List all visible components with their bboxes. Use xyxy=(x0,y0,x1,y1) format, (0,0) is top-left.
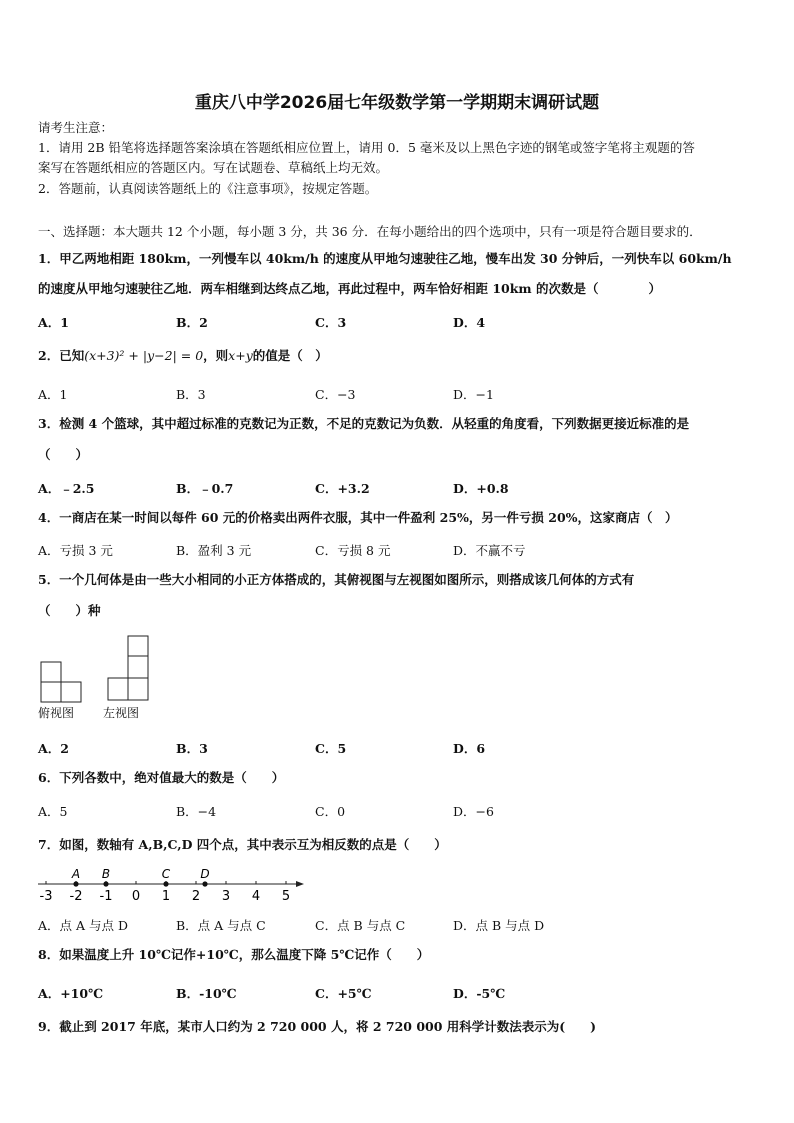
question-7-line-1: 7．如图，数轴有 A,B,C,D 四个点，其中表示互为相反数的点是（ ） xyxy=(38,837,447,852)
question-8-option-d: D．-5℃ xyxy=(453,986,506,1001)
question-3-option-d: D．+0.8 xyxy=(453,481,509,496)
question-3-line-2: （ ） xyxy=(38,447,89,462)
top-view-cell xyxy=(41,662,61,682)
question-3-option-b: B．﹣0.7 xyxy=(176,481,234,496)
question-2-option-a: A．1 xyxy=(38,387,68,402)
question-2-option-d: D．−1 xyxy=(453,387,494,402)
left-view-cell xyxy=(108,678,128,700)
left-view-cell xyxy=(128,636,148,656)
question-2-expression-2: x+y xyxy=(228,348,253,363)
question-7-option-d: D．点 B 与点 D xyxy=(453,918,545,933)
question-6-option-c: C．0 xyxy=(315,804,346,819)
question-3-option-a: A．﹣2.5 xyxy=(38,481,95,496)
question-2-mid: ，则 xyxy=(203,348,229,363)
number-line-tick-label: -1 xyxy=(99,889,113,904)
question-6-option-a: A．5 xyxy=(38,804,68,819)
top-view-figure xyxy=(41,662,81,702)
question-6-option-d: D．−6 xyxy=(453,804,494,819)
question-3-line-1: 3．检测 4 个篮球，其中超过标准的克数记为正数，不足的克数记为负数．从轻重的角度看，下列数据更接近标准的是 xyxy=(38,416,690,431)
number-line-tick-label: -3 xyxy=(39,889,53,904)
question-5-line-2: （ ）种 xyxy=(38,603,101,618)
number-line-tick-label: 4 xyxy=(251,889,261,904)
question-2-option-c: C．−3 xyxy=(315,387,356,402)
question-4-option-b: B．盈利 3 元 xyxy=(176,543,252,558)
question-3-option-c: C．+3.2 xyxy=(315,481,370,496)
question-7-option-b: B．点 A 与点 C xyxy=(176,918,266,933)
number-line-point-b xyxy=(103,881,108,886)
number-line-point-d xyxy=(202,881,207,886)
number-line-point-label: A xyxy=(71,867,81,881)
left-view-cell xyxy=(128,678,148,700)
question-5-option-d: D．6 xyxy=(453,741,486,756)
left-view-label: 左视图 xyxy=(103,706,140,720)
question-4-line-1: 4．一商店在某一时间以每件 60 元的价格卖出两件衣服，其中一件盈利 25%，另一件亏损 20%，这家商店（ ） xyxy=(38,510,678,525)
number-line-point-label: B xyxy=(101,867,111,881)
section-intro: 一、选择题：本大题共 12 个小题，每小题 3 分，共 36 分．在每小题给出的四个选项中，只有一项是符合题目要求的． xyxy=(38,224,702,239)
question-2-stem xyxy=(38,348,328,364)
question-1-option-c: C．3 xyxy=(315,315,347,330)
left-view-figure xyxy=(108,636,148,700)
number-line-point-label: C xyxy=(161,867,171,881)
number-line-point-label: D xyxy=(200,867,210,881)
question-4-option-c: C．亏损 8 元 xyxy=(315,543,391,558)
question-8-line-1: 8．如果温度上升 10℃记作+10℃，那么温度下降 5℃记作（ ） xyxy=(38,947,430,962)
top-view-cell xyxy=(61,682,81,702)
number-line xyxy=(34,866,314,906)
question-2-option-b: B．3 xyxy=(176,387,206,402)
number-line-tick-label: 3 xyxy=(221,889,231,904)
notice-item-1-line-2: 案写在答题纸相应的答题区内。写在试题卷、草稿纸上均无效。 xyxy=(38,160,389,175)
notice-item-1-line-1: 1．请用 2B 铅笔将选择题答案涂填在答题纸相应位置上，请用 0．5 毫米及以上黑色字迹的钢笔或签字笔将主观题的答 xyxy=(38,140,695,155)
question-4-option-d: D．不赢不亏 xyxy=(453,543,526,558)
question-7-option-a: A．点 A 与点 D xyxy=(38,918,128,933)
question-2-prefix: 2．已知 xyxy=(38,348,85,363)
number-line-tick-label: 0 xyxy=(131,889,141,904)
page-title: 重庆八中学2026届七年级数学第一学期期末调研试题 xyxy=(194,93,600,113)
top-view-cell xyxy=(41,682,61,702)
question-2-suffix: 的值是（ ） xyxy=(252,348,328,363)
question-8-option-b: B．-10℃ xyxy=(176,986,237,1001)
notice-item-2: 2．答题前，认真阅读答题纸上的《注意事项》，按规定答题。 xyxy=(38,181,378,196)
question-8-option-c: C．+5℃ xyxy=(315,986,372,1001)
question-5-line-1: 5．一个几何体是由一些大小相同的小正方体搭成的，其俯视图与左视图如图所示，则搭成该几何体的方式有 xyxy=(38,572,635,587)
question-9-line-1: 9．截止到 2017 年底，某市人口约为 2 720 000 人，将 2 720 000 用科学计数法表示为( ) xyxy=(38,1019,597,1034)
question-1-option-d: D．4 xyxy=(453,315,486,330)
number-line-tick-label: 1 xyxy=(161,889,171,904)
question-5-figure xyxy=(36,632,166,704)
number-line-tick-label: 2 xyxy=(191,889,201,904)
question-5-option-c: C．5 xyxy=(315,741,347,756)
question-7-option-c: C．点 B 与点 C xyxy=(315,918,406,933)
question-1-option-a: A．1 xyxy=(38,315,69,330)
question-1-line-2: 的速度从甲地匀速驶往乙地．两车相继到达终点乙地，再此过程中，两车恰好相距 10km 的次数是（ ） xyxy=(38,281,661,296)
number-line-tick-label: 5 xyxy=(281,889,291,904)
notice-heading: 请考生注意： xyxy=(38,120,114,135)
number-line-arrow xyxy=(296,881,304,887)
question-6-line-1: 6．下列各数中，绝对值最大的数是（ ） xyxy=(38,770,285,785)
number-line-point-c xyxy=(163,881,168,886)
question-2-expression: (x+3)² + |y−2| = 0 xyxy=(84,348,204,363)
question-1-line-1: 1．甲乙两地相距 180km，一列慢车以 40km/h 的速度从甲地匀速驶往乙地，慢车出发 30 分钟后，一列快车以 60km/h xyxy=(38,251,732,266)
question-4-option-a: A．亏损 3 元 xyxy=(38,543,113,558)
top-view-label: 俯视图 xyxy=(38,706,75,720)
question-5-option-a: A．2 xyxy=(38,741,69,756)
question-6-option-b: B．−4 xyxy=(176,804,217,819)
question-5-option-b: B．3 xyxy=(176,741,208,756)
number-line-point-a xyxy=(73,881,78,886)
left-view-cell xyxy=(128,656,148,678)
question-1-option-b: B．2 xyxy=(176,315,208,330)
question-8-option-a: A．+10℃ xyxy=(38,986,104,1001)
number-line-tick-label: -2 xyxy=(69,889,83,904)
